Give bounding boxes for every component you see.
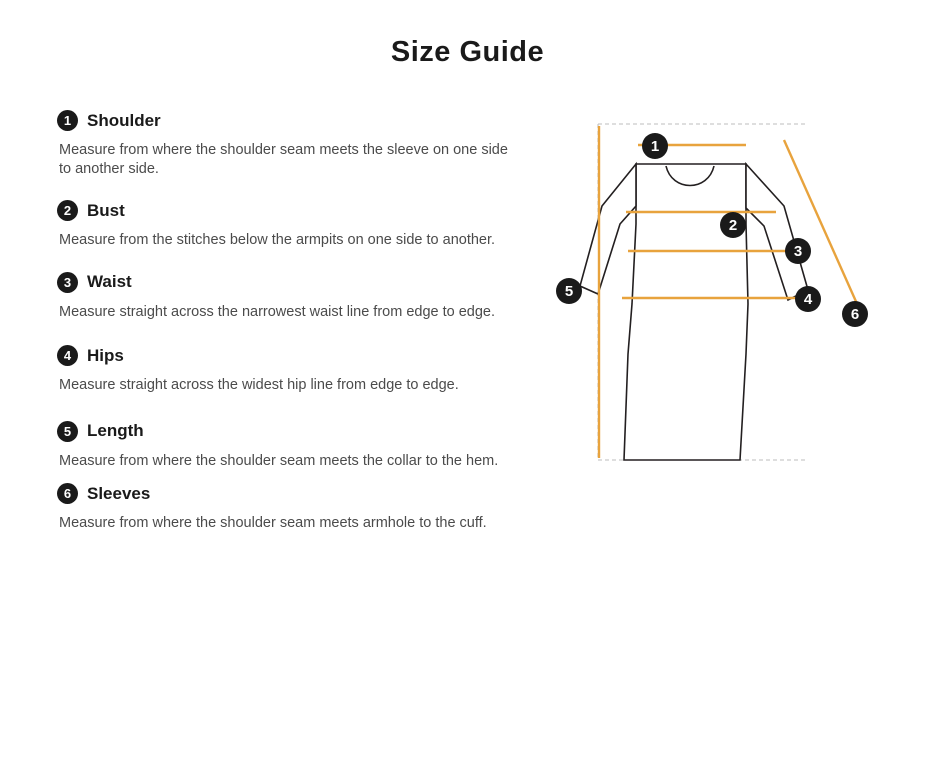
measurement-label: Shoulder <box>87 110 161 130</box>
list-item <box>57 345 537 395</box>
measurement-heading <box>57 110 537 131</box>
measurement-description: Measure from the stitches below the armpits on one side to another. <box>59 232 496 249</box>
diagram-callout-3: 3 <box>785 238 811 264</box>
garment-illustration-svg <box>540 104 920 494</box>
measurement-heading <box>57 421 537 442</box>
list-item <box>57 483 537 533</box>
measurement-heading <box>57 483 537 504</box>
badge-number-icon: 2 <box>57 200 78 221</box>
page-title: Size Guide <box>390 36 545 68</box>
list-item <box>57 110 537 178</box>
list-item <box>57 272 537 322</box>
diagram-callout-5: 5 <box>556 278 582 304</box>
measurement-heading <box>57 345 537 366</box>
measurement-description: Measure straight across the narrowest waist line from edge to edge. <box>59 303 496 320</box>
diagram-callout-4: 4 <box>795 286 821 312</box>
list-item <box>57 421 537 471</box>
garment-diagram <box>540 104 920 494</box>
measurement-label: Length <box>87 421 144 441</box>
diagram-callout-2: 2 <box>720 212 746 238</box>
badge-number-icon: 5 <box>57 421 78 442</box>
list-item <box>57 200 537 250</box>
measurement-label: Sleeves <box>87 483 151 503</box>
badge-number-icon: 3 <box>57 272 78 293</box>
measurement-label: Hips <box>87 345 124 365</box>
dress-outline <box>624 164 748 460</box>
measurement-description: Measure from where the shoulder seam meets the collar to the hem. <box>59 452 499 469</box>
left-sleeve <box>580 164 636 294</box>
badge-number-icon: 1 <box>57 110 78 131</box>
measurement-description: Measure from where the shoulder seam meets armhole to the cuff. <box>59 515 487 532</box>
badge-number-icon: 6 <box>57 483 78 504</box>
measurement-description: Measure from where the shoulder seam meets the sleeve on one side to another side. <box>59 142 508 177</box>
badge-number-icon: 4 <box>57 345 78 366</box>
diagram-callout-6: 6 <box>842 301 868 327</box>
measurement-heading <box>57 200 537 221</box>
right-sleeve <box>746 164 808 300</box>
measurement-label: Waist <box>87 272 132 292</box>
measurement-heading <box>57 272 537 293</box>
measurement-description: Measure straight across the widest hip line from edge to edge. <box>59 377 459 394</box>
measurement-list <box>57 110 537 533</box>
measurement-label: Bust <box>87 200 125 220</box>
diagram-callout-1: 1 <box>642 133 668 159</box>
